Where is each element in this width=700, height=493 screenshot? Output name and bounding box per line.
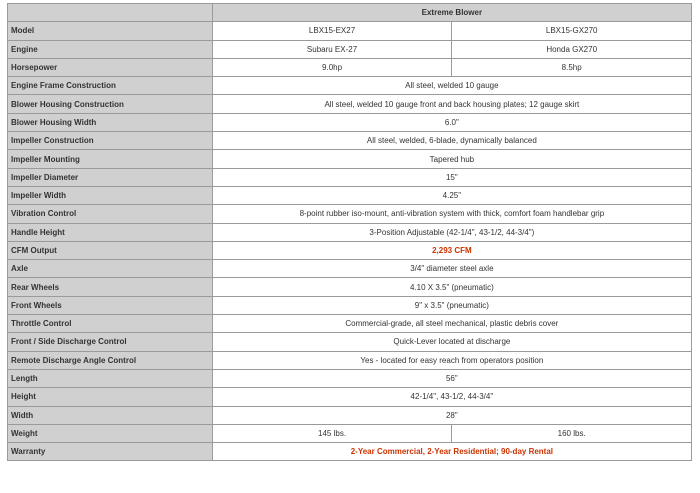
table-row bbox=[8, 333, 692, 351]
row-label-impeller-width: Impeller Width bbox=[8, 186, 213, 204]
table-row bbox=[8, 205, 692, 223]
row-value-throttle-control: Commercial-grade, all steel mechanical, plastic debris cover bbox=[212, 315, 691, 333]
row-label-front-side-discharge-control: Front / Side Discharge Control bbox=[8, 333, 213, 351]
row-label-model: Model bbox=[8, 22, 213, 40]
table-row bbox=[8, 406, 692, 424]
row-label-throttle-control: Throttle Control bbox=[8, 315, 213, 333]
table-row bbox=[8, 443, 692, 461]
row-label-engine-frame-construction: Engine Frame Construction bbox=[8, 77, 213, 95]
row-value-handle-height: 3-Position Adjustable (42-1/4", 43-1/2, 44-3/4") bbox=[212, 223, 691, 241]
table-row bbox=[8, 58, 692, 76]
row-value-impeller-mounting: Tapered hub bbox=[212, 150, 691, 168]
row-label-blower-housing-construction: Blower Housing Construction bbox=[8, 95, 213, 113]
table-row bbox=[8, 241, 692, 259]
table-row bbox=[8, 369, 692, 387]
row-label-weight: Weight bbox=[8, 424, 213, 442]
row-value-front-wheels: 9" x 3.5" (pneumatic) bbox=[212, 296, 691, 314]
row-label-handle-height: Handle Height bbox=[8, 223, 213, 241]
row-value-impeller-construction: All steel, welded, 6-blade, dynamically balanced bbox=[212, 132, 691, 150]
table-row bbox=[8, 296, 692, 314]
row-label-warranty: Warranty bbox=[8, 443, 213, 461]
row-value-engine-2: Honda GX270 bbox=[452, 40, 692, 58]
table-row bbox=[8, 132, 692, 150]
row-label-remote-discharge-angle-control: Remote Discharge Angle Control bbox=[8, 351, 213, 369]
row-value-length: 56" bbox=[212, 369, 691, 387]
table-row bbox=[8, 22, 692, 40]
row-value-width: 28" bbox=[212, 406, 691, 424]
row-label-front-wheels: Front Wheels bbox=[8, 296, 213, 314]
row-label-blower-housing-width: Blower Housing Width bbox=[8, 113, 213, 131]
row-label-rear-wheels: Rear Wheels bbox=[8, 278, 213, 296]
row-label-engine: Engine bbox=[8, 40, 213, 58]
row-value-axle: 3/4" diameter steel axle bbox=[212, 260, 691, 278]
row-label-axle: Axle bbox=[8, 260, 213, 278]
table-row bbox=[8, 168, 692, 186]
table-row bbox=[8, 388, 692, 406]
row-value-model-1: LBX15-EX27 bbox=[212, 22, 452, 40]
row-label-width: Width bbox=[8, 406, 213, 424]
row-value-blower-housing-width: 6.0" bbox=[212, 113, 691, 131]
row-value-model-2: LBX15-GX270 bbox=[452, 22, 692, 40]
table-row bbox=[8, 186, 692, 204]
row-value-engine-frame-construction: All steel, welded 10 gauge bbox=[212, 77, 691, 95]
table-row bbox=[8, 424, 692, 442]
row-value-front-side-discharge-control: Quick-Lever located at discharge bbox=[212, 333, 691, 351]
row-label-impeller-mounting: Impeller Mounting bbox=[8, 150, 213, 168]
header-row bbox=[8, 4, 692, 22]
row-label-cfm-output: CFM Output bbox=[8, 241, 213, 259]
row-label-impeller-construction: Impeller Construction bbox=[8, 132, 213, 150]
table-row bbox=[8, 77, 692, 95]
spec-table bbox=[7, 3, 692, 461]
row-value-impeller-width: 4.25" bbox=[212, 186, 691, 204]
table-row bbox=[8, 351, 692, 369]
row-label-horsepower: Horsepower bbox=[8, 58, 213, 76]
row-label-length: Length bbox=[8, 369, 213, 387]
row-value-engine-1: Subaru EX-27 bbox=[212, 40, 452, 58]
row-value-rear-wheels: 4.10 X 3.5" (pneumatic) bbox=[212, 278, 691, 296]
table-row bbox=[8, 223, 692, 241]
table-row bbox=[8, 315, 692, 333]
row-label-vibration-control: Vibration Control bbox=[8, 205, 213, 223]
table-row bbox=[8, 150, 692, 168]
row-value-warranty: 2-Year Commercial, 2-Year Residential; 90-day Rental bbox=[212, 443, 691, 461]
table-row bbox=[8, 260, 692, 278]
row-label-impeller-diameter: Impeller Diameter bbox=[8, 168, 213, 186]
row-value-cfm-output: 2,293 CFM bbox=[212, 241, 691, 259]
row-value-remote-discharge-angle-control: Yes - located for easy reach from operators position bbox=[212, 351, 691, 369]
row-value-weight-1: 145 lbs. bbox=[212, 424, 452, 442]
row-label-height: Height bbox=[8, 388, 213, 406]
row-value-horsepower-2: 8.5hp bbox=[452, 58, 692, 76]
table-row bbox=[8, 40, 692, 58]
header-title: Extreme Blower bbox=[212, 4, 691, 22]
row-value-height: 42-1/4", 43-1/2, 44-3/4" bbox=[212, 388, 691, 406]
row-value-horsepower-1: 9.0hp bbox=[212, 58, 452, 76]
spec-body bbox=[8, 22, 692, 461]
table-row bbox=[8, 113, 692, 131]
header-corner-cell bbox=[8, 4, 213, 22]
row-value-blower-housing-construction: All steel, welded 10 gauge front and back housing plates; 12 gauge skirt bbox=[212, 95, 691, 113]
row-value-vibration-control: 8-point rubber iso-mount, anti-vibration system with thick, comfort foam handlebar grip bbox=[212, 205, 691, 223]
row-value-impeller-diameter: 15" bbox=[212, 168, 691, 186]
table-row bbox=[8, 95, 692, 113]
row-value-weight-2: 160 lbs. bbox=[452, 424, 692, 442]
table-row bbox=[8, 278, 692, 296]
